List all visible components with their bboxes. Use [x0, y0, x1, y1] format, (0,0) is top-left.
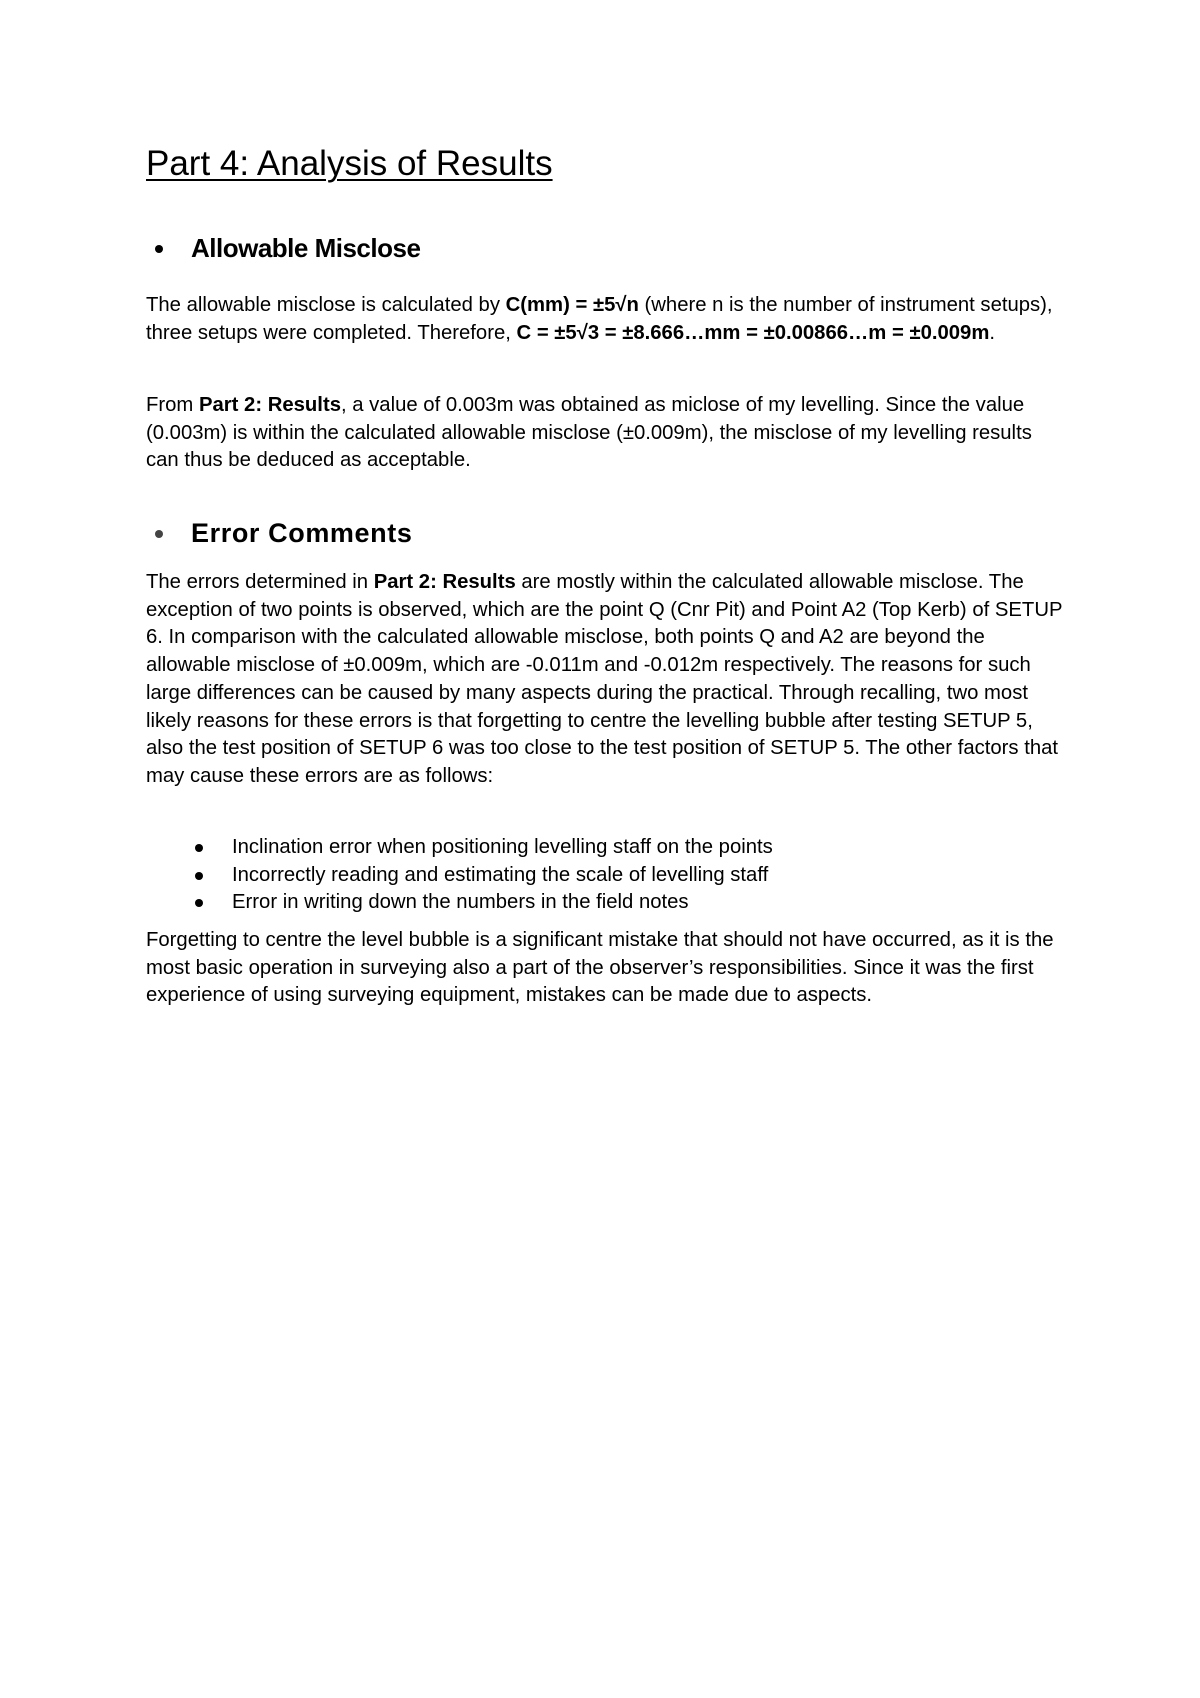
section-heading-error-comments: [146, 518, 412, 549]
section-heading-label: Allowable Misclose: [191, 233, 421, 263]
text-run: , a value of 0.003m was obtained as miclose of my levelling. Since the value (0.003m) is within the calculated allowable misclose (±0.009m), the misclose of my levelling results can thus be deduced as acceptable.: [146, 394, 1032, 472]
bullet-icon: [155, 530, 163, 538]
section-heading-label: Error Comments: [191, 518, 413, 548]
misclose-formula-paragraph: [146, 292, 1066, 347]
bullet-icon: [195, 844, 203, 852]
list-item: [146, 862, 773, 890]
text-run: are mostly within the calculated allowable misclose. The exception of two points is observed, which are the point Q (Cnr Pit) and Point A2 (Top Kerb) of SETUP 6. In comparison with the calculated allowable misclose, both points Q and A2 are beyond the allowable misclose of ±0.009m, which are -0.011m and -0.012m respectively. The reasons for such large differences can be caused by many aspects during the practical. Through recalling, two most likely reasons for these errors is that forgetting to centre the levelling bubble after testing SETUP 5, also the test position of SETUP 6 was too close to the test position of SETUP 5. The other factors that may cause these errors are as follows:: [146, 571, 1063, 787]
list-item: [146, 889, 773, 917]
text-run: .: [989, 321, 995, 344]
calculation-bold: C = ±5√3 = ±8.666…mm = ±0.00866…m = ±0.009m: [516, 321, 990, 344]
misclose-result-paragraph: [146, 392, 1066, 475]
error-comments-paragraph: [146, 569, 1066, 791]
list-item-text: Incorrectly reading and estimating the scale of levelling staff: [232, 863, 769, 886]
bullet-icon: [195, 872, 203, 880]
list-item-text: Error in writing down the numbers in the field notes: [232, 891, 689, 914]
list-item: [146, 834, 773, 862]
reference-bold: Part 2: Results: [198, 394, 341, 416]
formula-bold: C(mm) = ±5√n: [505, 294, 639, 316]
section-heading-allowable-misclose: [146, 233, 420, 264]
reference-bold: Part 2: Results: [373, 571, 516, 593]
text-run: The errors determined in: [146, 571, 374, 593]
text-run: From: [146, 394, 199, 416]
error-factors-list: [146, 834, 773, 917]
bullet-icon: [155, 245, 163, 253]
conclusion-paragraph: Forgetting to centre the level bubble is a significant mistake that should not have occurred, as it is the most basic operation in surveying also a part of the observer’s responsibilities. Since it was the first experience of using surveying equipment, mistakes can be made due to aspects.: [146, 929, 1054, 1007]
text-run: The allowable misclose is calculated by: [146, 294, 506, 316]
page-title: Part 4: Analysis of Results: [146, 144, 553, 183]
list-item-text: Inclination error when positioning levelling staff on the points: [232, 836, 773, 858]
bullet-icon: [195, 899, 203, 907]
text-run: (where n is the number of instrument setups), three setups were completed. Therefore,: [146, 294, 1053, 344]
